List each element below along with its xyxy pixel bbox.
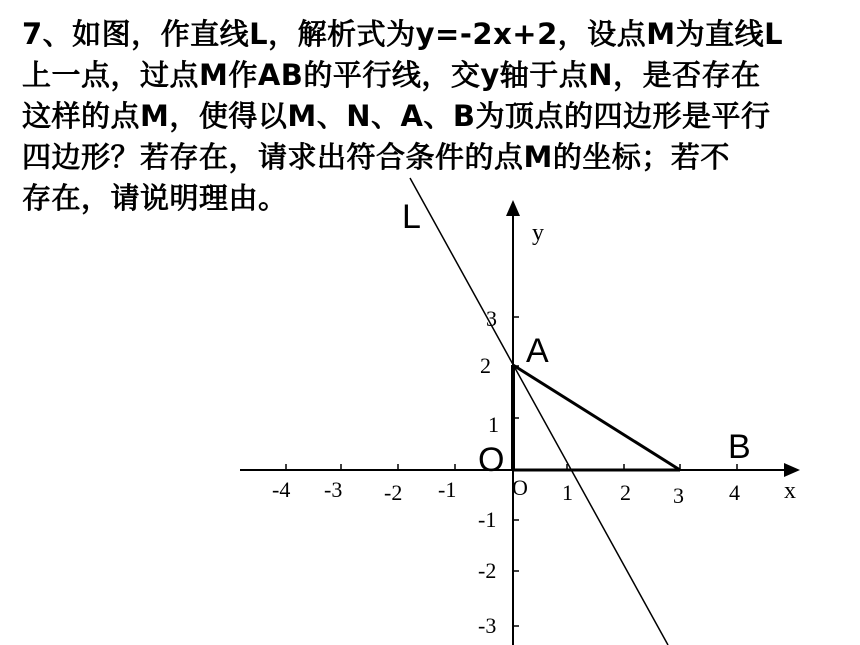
- line-l-label: L: [402, 198, 421, 236]
- x-axis-arrow-icon: [784, 463, 800, 477]
- problem-line-4: 四边形？若存在，请求出符合条件的点M的坐标；若不: [22, 140, 730, 174]
- x-tick-label: -4: [272, 477, 291, 502]
- point-b-label: B: [728, 428, 751, 466]
- y-tick-label: -2: [478, 558, 497, 583]
- y-tick-label: -3: [478, 613, 497, 638]
- problem-line-5: 存在，请说明理由。: [22, 181, 288, 215]
- problem-line-1: 7、如图，作直线L，解析式为y=-2x+2，设点M为直线L: [22, 17, 784, 51]
- problem-line-3: 这样的点M，使得以M、N、A、B为顶点的四边形是平行: [22, 99, 771, 133]
- x-tick-label: 2: [620, 480, 631, 505]
- x-axis-label: x: [784, 478, 796, 504]
- origin-label-small: O: [512, 475, 528, 500]
- x-tick-label: -2: [384, 480, 403, 505]
- x-tick-label: 1: [562, 480, 573, 505]
- origin-label-large: O: [478, 441, 505, 479]
- x-tick-label: 3: [673, 483, 684, 508]
- x-tick-label: 4: [729, 480, 740, 505]
- x-tick-label: -3: [324, 477, 343, 502]
- point-a-label: A: [526, 332, 549, 370]
- segment-ab: [513, 365, 680, 470]
- y-tick-label: -1: [478, 507, 497, 532]
- y-axis-label: y: [532, 220, 544, 246]
- y-tick-label: 3: [486, 306, 497, 331]
- line-l: [410, 178, 668, 645]
- y-axis-arrow-icon: [506, 200, 520, 216]
- y-tick-label: 1: [488, 412, 499, 437]
- problem-line-2: 上一点，过点M作AB的平行线，交y轴于点N，是否存在: [22, 58, 761, 92]
- x-tick-label: -1: [438, 477, 457, 502]
- y-tick-label: 2: [480, 353, 491, 378]
